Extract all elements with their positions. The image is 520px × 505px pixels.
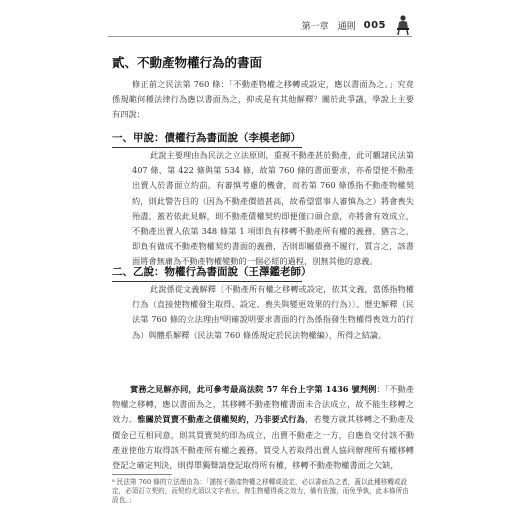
- subsection-a-paragraph: 此說主要理由為民法之立法原則，重視不動產甚於動產，此可觀諸民法第 407 條、第 422 條與第 534 條，故第 760 條的書面要求，亦希望使不動產出賣人於書面立約前，有審慎考慮的機會，而若第 760 條係指不動產物權契約，則此警告目的（因為不動產價值甚高，故希望當事人審慎為之）將會喪失殆盡，蓋若依此見解，則不動產債權契約即便僅口頭合意，亦將會有效成立，不動產出賣人依第 348 條第 1 項即負有移轉不動產所有權的義務，猶言之，即負有做成不動產物權契約書面的義務，否則即屬債務不履行，質言之，該書面將會無庸為不動產物權變動的一個必經的過程，別無其他的意義。: [132, 150, 414, 267]
- header-rule: [108, 36, 412, 37]
- chapter-label: 第一章 通則: [301, 21, 356, 32]
- page-header: [108, 14, 412, 36]
- subsection-heading-a: [112, 130, 302, 148]
- subsection-b-title: 二、乙說：物權行為書面說（王澤鑑老師）: [112, 266, 312, 278]
- footnote: ⁸ 民法第 760 條的立法理由為：「謹按不動產物權之移轉或設定，必以書面為之者，蓋以此種移轉或設定，必須訂立契約，而契約尤須以文字表示，俾生物權得喪之效力，備有佐據，而免爭執，此本條所由設也。」: [112, 478, 409, 504]
- practice-bold-lead: 實務之見解亦同，此可參考最高法院 57 年台上字第 1436 號判例: [130, 384, 377, 394]
- page-number: 005: [363, 19, 386, 31]
- subsection-heading-b: [112, 264, 312, 282]
- practice-paragraph: [112, 382, 414, 473]
- subsection-b-paragraph: 此說係從文義解釋〔不動產所有權之移轉或設定，依其文義，當係指物權行為（直接使物權發生取得、設定、喪失與變更效果的行為）〕、歷史解釋（民法第 760 條的立法理由⁸明確說明要求書面的行為係指發生物權得喪效力的行為）與體系解釋（民法第 760 條係規定於民法物權編），所得之結論。: [132, 284, 414, 340]
- footnote-rule: [112, 474, 172, 475]
- practice-rest-text: ，若雙方就其移轉之不動產及價金已互相同意，則其買賣契約即為成立，出賣不動產之一方，自應負交付該不動產並使他方取得該不動產所有權之義務，買受人若取得出賣人協同辦理所有權移轉登記之確定判決，則得單獨聲請登記取得所有權，移轉不動產物權書面之欠缺，: [112, 414, 414, 471]
- subsection-a-title: 一、甲說：債權行為書面說（李模老師）: [112, 132, 301, 144]
- scholar-figure-icon: [394, 14, 412, 36]
- section-title: 貳、不動產物權行為的書面: [112, 55, 263, 70]
- practice-bold-mid: 惟關於買賣不動產之債權契約，乃非要式行為: [137, 414, 306, 425]
- practice-mid-text: ：「不動產物權之移轉，應以書面為之，其移轉不動產物權書面未合法成立，故不能生移轉之效力。: [112, 384, 414, 425]
- intro-paragraph: 修正前之民法第 760 條：「不動產物權之移轉或設定，應以書面為之。」究竟係規範何種法律行為應以書面為之，抑或是有其他解釋？關於此爭議，學說上主要有四說：: [112, 79, 414, 120]
